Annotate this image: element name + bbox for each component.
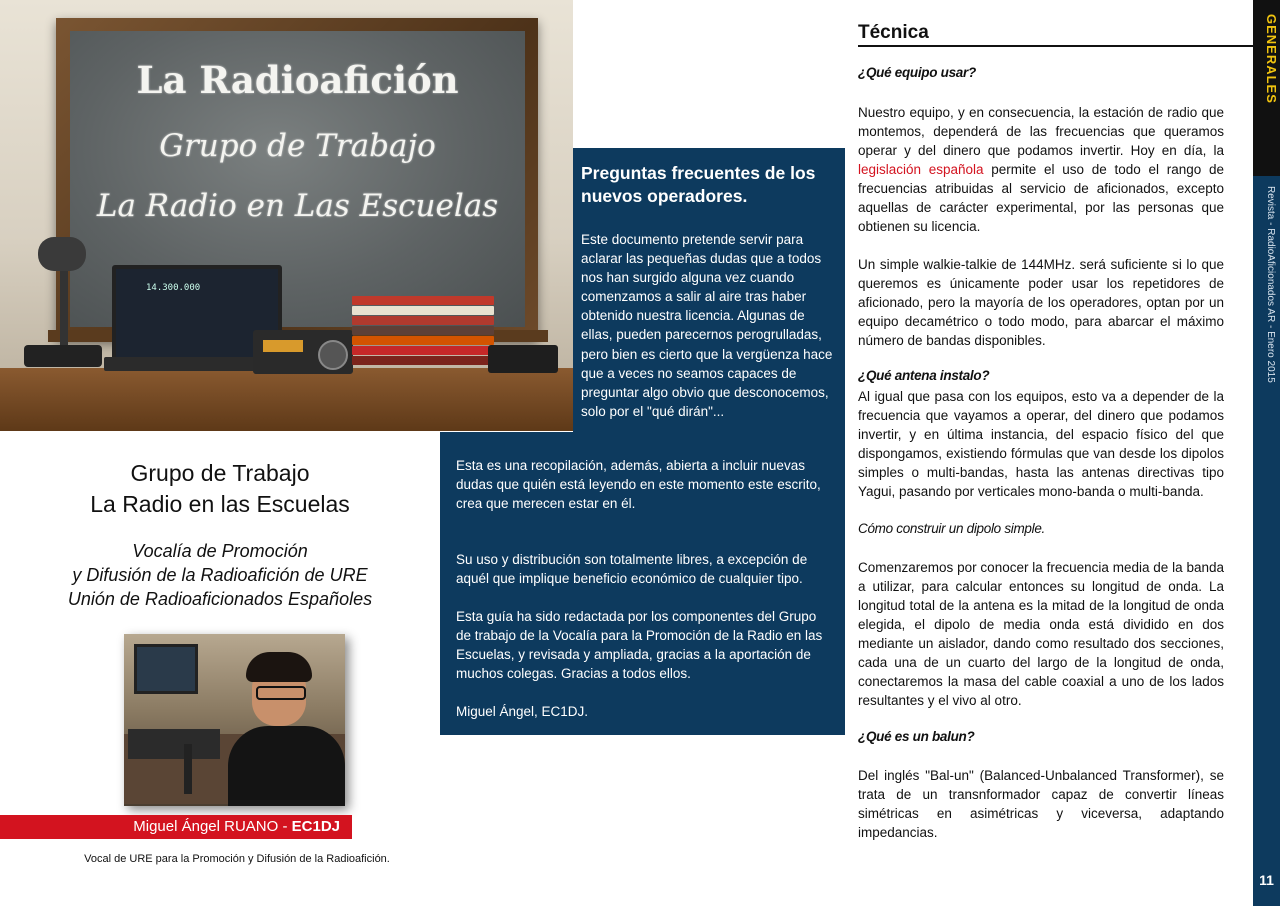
intro-signature: Miguel Ángel, EC1DJ. — [456, 704, 589, 719]
author-name-text: Miguel Ángel RUANO - — [133, 818, 292, 835]
page-number: 11 — [1259, 872, 1274, 888]
vocalia-line-3: Unión de Radioaficionados Españoles — [67, 589, 373, 609]
group-title-line-1: Grupo de Trabajo — [130, 460, 310, 486]
hero-illustration — [0, 0, 573, 431]
vocalia-block — [0, 539, 440, 611]
intro-paragraph-2: Esta es una recopilación, además, abierta a incluir nuevas dudas que quién está leyendo en este momento este escrito, crea que merecen estar en él. — [456, 458, 821, 511]
legislation-link[interactable]: legislación española — [858, 162, 984, 177]
intro-box — [573, 148, 845, 432]
author-hair — [246, 652, 312, 682]
paragraph-equipment-part-2: permite el uso de todo el rango de frecuencias atribuidas al servicio de aficionados, excepto aquellas de carácter experimental, por las personas que obtienen su licencia. — [858, 162, 1224, 234]
section-title: Técnica — [858, 20, 1254, 47]
transceiver-dial-icon — [318, 340, 348, 370]
author-callsign: EC1DJ — [291, 818, 340, 835]
book-stack — [352, 296, 494, 372]
question-balun: ¿Qué es un balun? — [858, 729, 975, 744]
chalkboard-title: La Radioafición — [136, 58, 459, 102]
vocalia-line-1: Vocalía de Promoción — [132, 541, 308, 561]
paragraph-dipole: Comenzaremos por conocer la frecuencia media de la banda a utilizar, para calcular entonces su longitud de onda. La longitud total de la antena es la mitad de la longitud de onda elegida, el dipolo de media onda está dividido en dos mediante un aislador, dando como resultado dos secciones, cada una de un cuarto del largo de la longitud de onda, conectaremos la masa del cable coaxial a uno de los lados resultantes y el vivo al otro. — [858, 560, 1224, 708]
paragraph-balun: Del inglés "Bal-un" (Balanced-Unbalanced Transformer), se trata de un transnformador capaz de convertir líneas simétricas en asimétricas y viceversa, adaptando impedancias. — [858, 768, 1224, 840]
issue-label: Revista - RadioAficionados AR - Enero 2015 — [1265, 186, 1276, 383]
author-photo — [124, 634, 345, 806]
vocalia-line-2: y Difusión de la Radioafición de URE — [72, 565, 368, 585]
monitor-icon — [134, 644, 198, 694]
question-antenna: ¿Qué antena instalo? — [858, 368, 990, 383]
author-name-bar — [0, 815, 352, 839]
question-equipment: ¿Qué equipo usar? — [858, 65, 976, 80]
keyer-device — [488, 345, 558, 373]
intro-box-lower — [440, 432, 845, 735]
transceiver-display — [263, 340, 303, 352]
intro-paragraph-4: Esta guía ha sido redactada por los componentes del Grupo de trabajo de la Vocalía para la Promoción de la Radio en las Escuelas, y revisada y ampliada, gracias a la aportación de muchos colegas. Gracias a todos ellos. — [456, 609, 823, 681]
desk — [0, 368, 573, 431]
microphone-base — [24, 345, 102, 367]
section-label: GENERALES — [1264, 14, 1279, 104]
paragraph-walkie: Un simple walkie-talkie de 144MHz. será suficiente si lo que queremos es únicamente poder usar los repetidores de aficionado, pero la mayoría de los operadores, optan por un equipo decamétrico o todo modo, para abarcar el máximo número de bandas disponibles. — [858, 257, 1224, 348]
intro-paragraph-1: Este documento pretende servir para aclarar las pequeñas dudas que a todos nos han surgido alguna vez cuando comenzamos a salir al aire tras haber obtenido nuestra licencia. Algunas de ellas, pueden parecernos perogrulladas, pero bien es cierto que la vergüenza hace que a veces no seamos capaces de preguntar algo obvio que desconocemos, solo por el "qué dirán"... — [581, 232, 833, 419]
laptop-frequency: 14.300.000 — [146, 283, 201, 293]
radio-rig — [128, 729, 220, 759]
desk-microphone-icon — [184, 744, 192, 794]
intro-heading: Preguntas frecuentes de los nuevos operadores. — [581, 163, 816, 206]
author-caption: Vocal de URE para la Promoción y Difusión de la Radioafición. — [84, 853, 390, 865]
paragraph-antenna: Al igual que pasa con los equipos, esto va a depender de la frecuencia que vayamos a operar, del dinero que podamos invertir, y en última instancia, del espacio físico del que dispongamos, existiendo fórmulas que van desde los dipolos simples o multi-bandas, hasta las antenas directivas tipo Yagui, pasando por verticales mono-banda o multi-banda. — [858, 389, 1224, 499]
author-shirt — [228, 726, 345, 806]
author-glasses — [256, 686, 306, 700]
chalkboard-line-2: La Radio en Las Escuelas — [96, 188, 499, 224]
subheading-dipole: Cómo construir un dipolo simple. — [858, 521, 1045, 536]
author-name — [133, 818, 340, 835]
group-title-line-2: La Radio en las Escuelas — [90, 491, 350, 517]
microphone-icon — [38, 237, 86, 271]
chalkboard-line-1: Grupo de Trabajo — [159, 128, 436, 164]
intro-paragraph-3: Su uso y distribución son totalmente libres, a excepción de aquél que implique beneficio económico de cualquier tipo. — [456, 552, 808, 586]
article — [858, 20, 1224, 840]
group-title — [0, 458, 440, 520]
paragraph-equipment — [858, 103, 1224, 236]
paragraph-equipment-part-1: Nuestro equipo, y en consecuencia, la estación de radio que montemos, dependerá de las frecuencias que queramos operar y del dinero que podamos invertir. Hoy en día, la — [858, 105, 1224, 158]
